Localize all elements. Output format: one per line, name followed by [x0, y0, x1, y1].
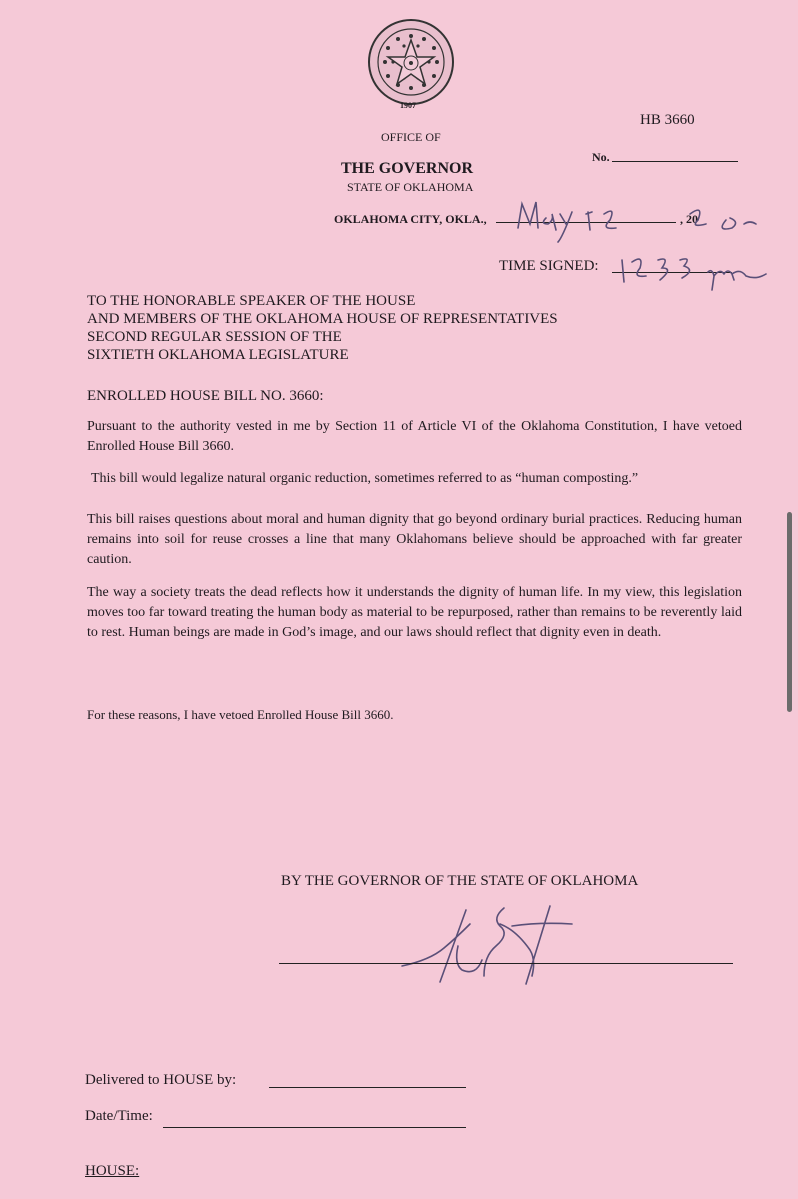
number-line: [612, 161, 738, 162]
address-line-3: SECOND REGULAR SESSION OF THE: [87, 329, 342, 345]
time-signed-label: TIME SIGNED:: [499, 258, 599, 274]
governor-heading: THE GOVERNOR: [341, 160, 474, 177]
signature-icon: [400, 890, 590, 990]
delivered-label: Delivered to HOUSE by:: [85, 1072, 237, 1088]
body-paragraph-2: This bill would legalize natural organic reduction, sometimes referred to as “human composting.”: [91, 471, 639, 486]
address-block: [87, 292, 558, 364]
city-label: OKLAHOMA CITY, OKLA.,: [334, 212, 487, 226]
address-line-2: AND MEMBERS OF THE OKLAHOMA HOUSE OF REPRESENTATIVES: [87, 311, 558, 327]
delivered-line: [269, 1087, 466, 1088]
signature-line: [279, 963, 733, 964]
by-governor-label: BY THE GOVERNOR OF THE STATE OF OKLAHOMA: [281, 873, 639, 889]
office-of-label: OFFICE OF: [381, 130, 441, 144]
seal-year: 1907: [400, 101, 416, 110]
number-label: No.: [592, 150, 610, 164]
scrollbar-thumb[interactable]: [787, 512, 792, 712]
body-paragraph-4: The way a society treats the dead reflects how it understands the dignity of human life. In my view, this legislation moves too far toward treating the human body as material to be repurposed, rather than remains to be reverently laid to rest. Human beings are made in God’s image, and our laws should reflect that dignity even in death.: [87, 585, 742, 640]
body-paragraph-3: This bill raises questions about moral and human dignity that go beyond ordinary burial practices. Reducing human remains into soil for reuse crosses a line that many Oklahomans believe should be approached with far greater caution.: [87, 512, 742, 567]
handwritten-date: [500, 194, 780, 244]
state-label: STATE OF OKLAHOMA: [347, 180, 474, 194]
body-paragraph-5: For these reasons, I have vetoed Enrolled House Bill 3660.: [87, 707, 394, 722]
enrolled-bill-heading: ENROLLED HOUSE BILL NO. 3660:: [87, 388, 324, 404]
great-seal-icon: [362, 18, 460, 106]
datetime-label: Date/Time:: [85, 1108, 153, 1124]
body-paragraph-1: Pursuant to the authority vested in me by Section 11 of Article VI of the Oklahoma Constitution, I have vetoed Enrolled House Bill 3660.: [87, 419, 742, 454]
address-line-4: SIXTIETH OKLAHOMA LEGISLATURE: [87, 347, 349, 363]
year-prefix: , 20: [680, 212, 698, 226]
address-line-1: TO THE HONORABLE SPEAKER OF THE HOUSE: [87, 293, 416, 309]
bill-reference: HB 3660: [640, 112, 695, 128]
handwritten-time: [616, 246, 786, 296]
house-label: HOUSE:: [85, 1163, 140, 1179]
datetime-line: [163, 1127, 466, 1128]
